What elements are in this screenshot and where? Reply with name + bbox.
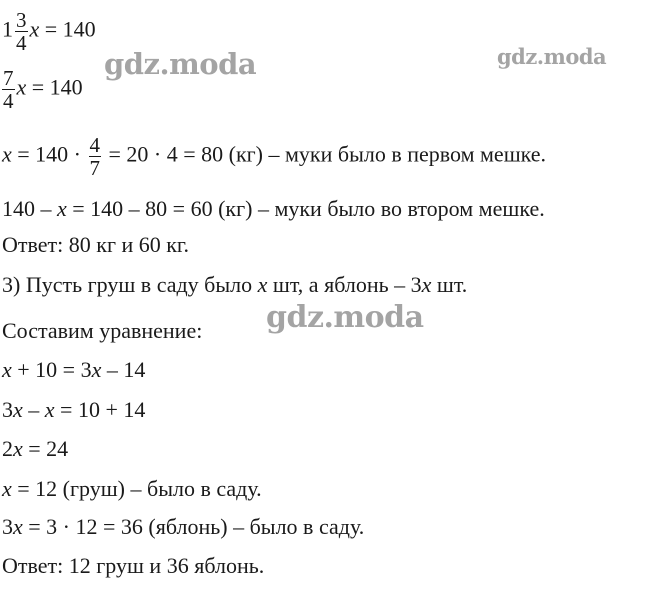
fraction (89, 134, 102, 179)
equation-line (2, 436, 68, 462)
variable: x (2, 476, 12, 501)
variable: x (44, 397, 55, 422)
watermark: gdz.moda (266, 300, 424, 335)
equation-line (2, 9, 96, 54)
variable: x (16, 74, 27, 100)
statement-text: шт, а яблонь – 3 (267, 272, 422, 297)
variable: x (29, 16, 40, 42)
statement-text: 3) Пусть груш в саду было (2, 272, 258, 297)
variable: x (421, 272, 432, 297)
equation-text: = 140 (26, 74, 83, 100)
equation-text: = 20 · 4 = 80 (кг) – муки было в первом мешке. (103, 141, 547, 167)
statement-text: шт. (431, 272, 468, 297)
equation-text: 2 (2, 436, 13, 461)
equation-line (2, 514, 364, 540)
variable: x (91, 357, 102, 382)
answer-text: Ответ: 80 кг и 60 кг. (2, 232, 189, 257)
variable: x (13, 436, 23, 461)
equation-text: = 10 + 14 (54, 397, 146, 422)
equation-line (2, 134, 546, 179)
answer-line (2, 553, 264, 579)
variable: x (2, 357, 12, 382)
problem-statement (2, 272, 467, 298)
fraction-numerator: 3 (16, 8, 27, 32)
equation-line (2, 357, 145, 383)
equation-text: 140 – (2, 196, 57, 221)
variable: x (13, 397, 23, 422)
equation-text: = 12 (груш) – было в саду. (11, 476, 262, 501)
equation-line (2, 67, 83, 112)
variable: x (257, 272, 268, 297)
equation-text: = 140 · (11, 141, 87, 167)
whole-number: 1 (2, 16, 13, 42)
equation-line (2, 196, 545, 222)
equation-text: = 24 (22, 436, 69, 461)
fraction (2, 67, 15, 112)
equation-line (2, 476, 262, 502)
fraction-denominator: 4 (3, 89, 14, 113)
equation-text: – 14 (101, 357, 146, 382)
instruction-line (2, 318, 202, 344)
equation-text: – (22, 397, 45, 422)
answer-text: Ответ: 12 груш и 36 яблонь. (2, 553, 265, 578)
watermark: gdz.moda (104, 47, 257, 81)
equation-text: 3 (2, 397, 13, 422)
instruction-text: Составим уравнение: (2, 318, 203, 343)
answer-line (2, 232, 189, 258)
equation-text: + 10 = 3 (11, 357, 92, 382)
variable: x (57, 196, 67, 221)
fraction-numerator: 4 (89, 133, 100, 157)
equation-text: = 140 (39, 16, 96, 42)
watermark: gdz.moda (497, 44, 607, 69)
fraction (15, 9, 28, 54)
variable: x (13, 514, 23, 539)
equation-text: = 140 – 80 = 60 (кг) – муки было во втором мешке. (66, 196, 545, 221)
equation-text: 3 (2, 514, 13, 539)
equation-line (2, 397, 145, 423)
variable: x (2, 141, 12, 167)
fraction-numerator: 7 (3, 66, 14, 90)
equation-text: = 3 · 12 = 36 (яблонь) – было в саду. (22, 514, 365, 539)
fraction-denominator: 4 (16, 31, 27, 55)
fraction-denominator: 7 (89, 156, 100, 180)
